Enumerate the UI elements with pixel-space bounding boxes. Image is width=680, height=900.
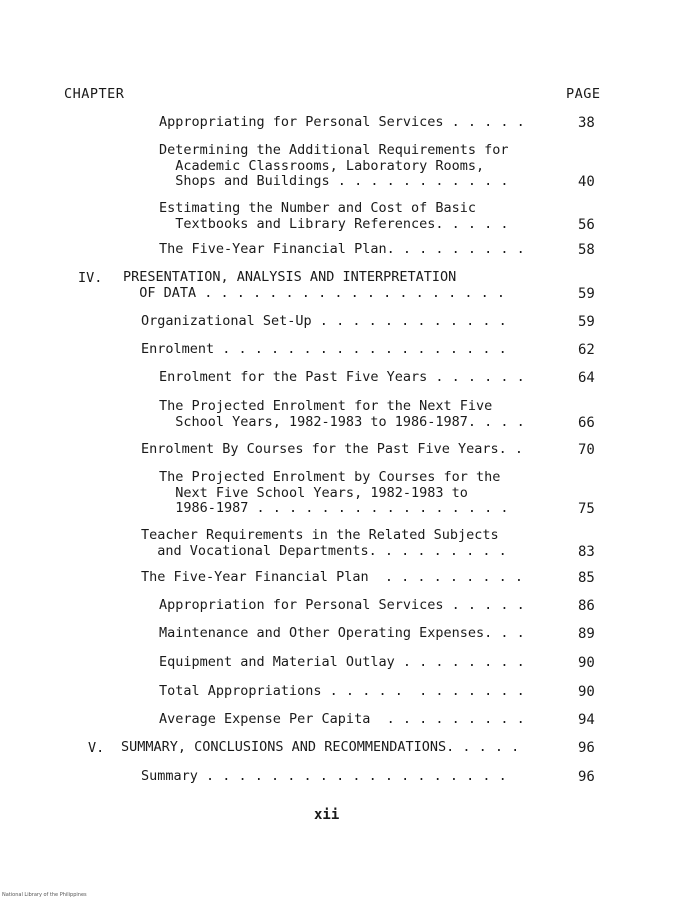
toc-entry-title: Enrolment . . . . . . . . . . . . . . . . . . [141,341,507,357]
toc-entry-title: Equipment and Material Outlay . . . . . . . . [159,654,525,670]
toc-entry-title: Teacher Requirements in the Related Subjects and Vocational Departments. . . . . . . . . [141,527,507,559]
toc-entry-page: 94 [578,712,595,728]
chapter-numeral: IV. [78,270,103,286]
toc-entry-title: The Five-Year Financial Plan . . . . . . . . . [141,569,524,585]
page-number: xii [314,807,340,823]
toc-entry-title: Summary . . . . . . . . . . . . . . . . . . . [141,768,507,784]
toc-entry-title: Total Appropriations . . . . . . . . . . . . [159,683,525,699]
toc-entry-page: 56 [578,216,595,233]
toc-entry-title: Enrolment By Courses for the Past Five Years. . [141,441,524,457]
toc-entry-title: Organizational Set-Up . . . . . . . . . . . . [141,313,507,329]
toc-entry-title: PRESENTATION, ANALYSIS AND INTERPRETATION OF DATA . . . . . . . . . . . . . . . . . . . [123,269,506,301]
toc-entry-title: The Projected Enrolment for the Next Five School Years, 1982-1983 to 1986-1987. . . . [159,398,525,430]
toc-entry-page: 75 [578,501,595,517]
toc-entry-page: 86 [578,598,595,614]
toc-entry-title: Appropriating for Personal Services . . . . . [159,114,525,130]
toc-entry-title: The Projected Enrolment by Courses for the Next Five School Years, 1982-1983 to 1986-1987 . . . . . . . . . . . . . . . . [159,469,509,516]
toc-entry-page: 83 [578,543,595,560]
toc-entry-page: 59 [578,285,595,302]
toc-entry-page: 96 [578,769,595,785]
toc-entry-page: 90 [578,684,595,700]
toc-entry-title: Average Expense Per Capita . . . . . . . . . [159,711,525,727]
toc-entry-title: Estimating the Number and Cost of Basic Textbooks and Library References. . . . . [159,200,509,232]
toc-entry-title: Enrolment for the Past Five Years . . . . . . [159,369,525,385]
toc-entry-page: 62 [578,342,595,358]
toc-entry-title: Maintenance and Other Operating Expenses. . . [159,625,525,641]
chapter-column-heading: CHAPTER [64,86,125,102]
toc-entry-page: 96 [578,740,595,756]
toc-entry-title: Determining the Additional Requirements for Academic Classrooms, Laboratory Rooms, Shops and Buildings . . . . . . . . . . . [159,142,509,189]
toc-entry-title: Appropriation for Personal Services . . . . . [159,597,525,613]
toc-entry-page: 90 [578,655,595,671]
toc-entry-page: 58 [578,242,595,258]
scan-watermark: National Library of the Philippines [2,892,87,898]
toc-entry-page: 85 [578,570,595,586]
toc-entry-page: 89 [578,626,595,642]
toc-entry-page: 59 [578,314,595,330]
toc-entry-page: 64 [578,370,595,386]
toc-entry-page: 38 [578,115,595,131]
toc-entry-page: 70 [578,442,595,458]
toc-entry-title: SUMMARY, CONCLUSIONS AND RECOMMENDATIONS. . . . . [121,739,520,755]
toc-entry-page: 66 [578,414,595,431]
toc-entry-page: 40 [578,174,595,190]
page-column-heading: PAGE [566,86,601,102]
toc-entry-title: The Five-Year Financial Plan. . . . . . . . . [159,241,525,257]
chapter-numeral: V. [88,740,105,756]
